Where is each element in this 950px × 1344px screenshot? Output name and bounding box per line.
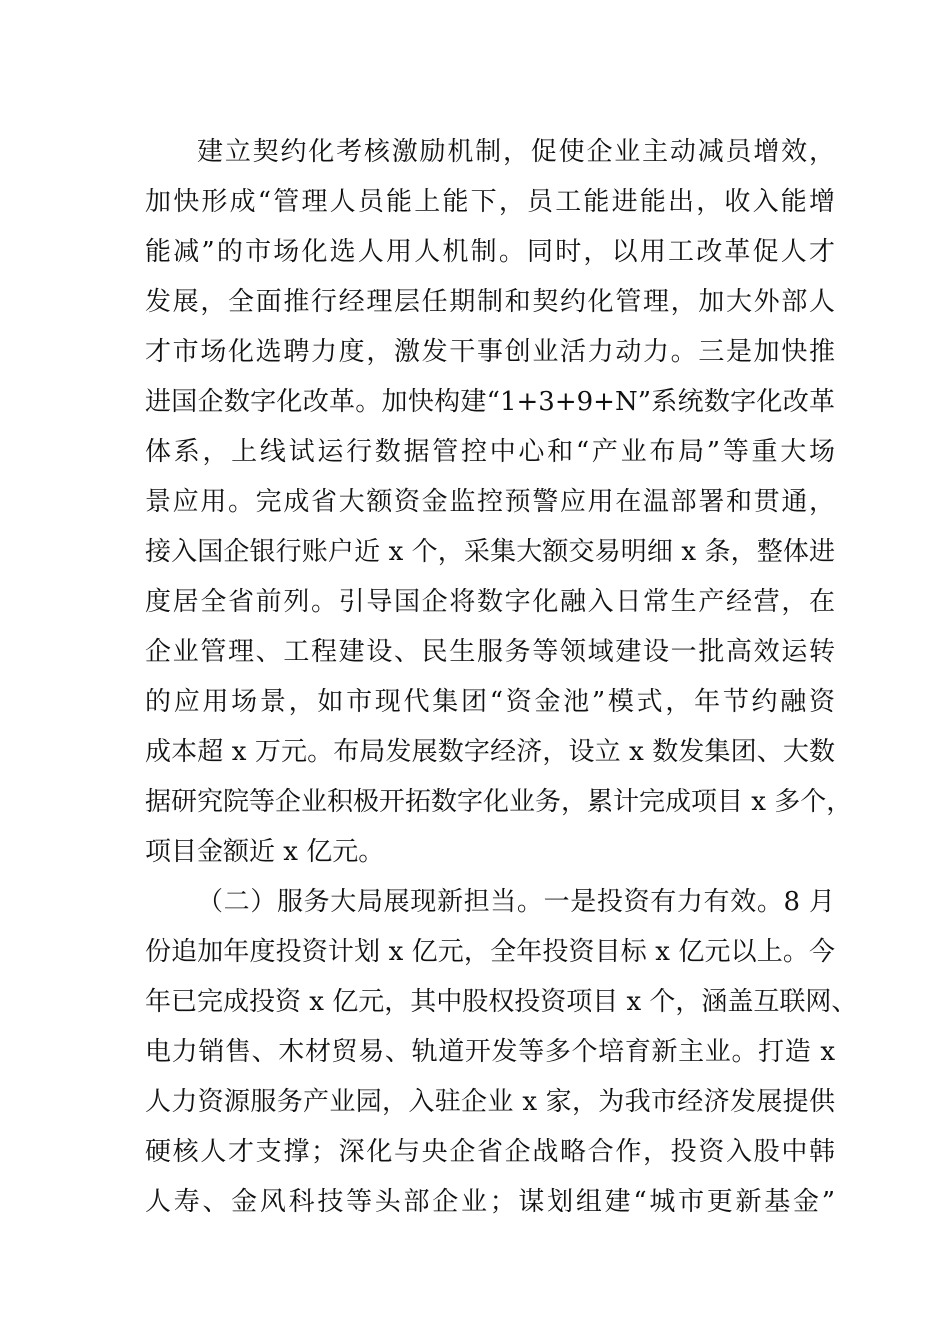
paragraph-1-line-15: 项目金额近 x 亿元。	[145, 837, 385, 867]
paragraph-1-line-4: 发展，全面推行经理层任期制和契约化管理，加大外部人	[145, 287, 835, 317]
paragraph-2-line-1: （二）服务大局展现新担当。一是投资有力有效。8 月	[197, 887, 835, 917]
paragraph-1-line-5: 才市场化选聘力度，激发干事创业活力动力。三是加快推	[145, 337, 835, 367]
paragraph-1-line-6: 进国企数字化改革。加快构建“1+3+9+N”系统数字化改革	[145, 387, 835, 417]
paragraph-2-line-6: 硬核人才支撑；深化与央企省企战略合作，投资入股中韩	[145, 1137, 835, 1167]
paragraph-1-line-2: 加快形成“管理人员能上能下，员工能进能出，收入能增	[145, 187, 835, 217]
paragraph-1-line-9: 接入国企银行账户近 x 个，采集大额交易明细 x 条，整体进	[145, 537, 835, 567]
paragraph-1-line-1: 建立契约化考核激励机制，促使企业主动减员增效，	[197, 137, 835, 167]
paragraph-2-line-7: 人寿、金风科技等头部企业；谋划组建“城市更新基金”	[145, 1187, 835, 1217]
paragraph-2-line-2: 份追加年度投资计划 x 亿元，全年投资目标 x 亿元以上。今	[145, 937, 835, 967]
paragraph-1-line-14: 据研究院等企业积极开拓数字化业务，累计完成项目 x 多个，	[145, 787, 853, 817]
paragraph-2-line-5: 人力资源服务产业园，入驻企业 x 家，为我市经济发展提供	[145, 1087, 835, 1117]
paragraph-1-line-13: 成本超 x 万元。布局发展数字经济，设立 x 数发集团、大数	[145, 737, 835, 767]
paragraph-2-line-4: 电力销售、木材贸易、轨道开发等多个培育新主业。打造 x	[145, 1037, 835, 1067]
paragraph-1-line-8: 景应用。完成省大额资金监控预警应用在温部署和贯通，	[145, 487, 835, 517]
paragraph-1-line-12: 的应用场景，如市现代集团“资金池”模式，年节约融资	[145, 687, 835, 717]
paragraph-1-line-11: 企业管理、工程建设、民生服务等领域建设一批高效运转	[145, 637, 835, 667]
paragraph-1-line-10: 度居全省前列。引导国企将数字化融入日常生产经营，在	[145, 587, 835, 617]
paragraph-1-line-7: 体系，上线试运行数据管控中心和“产业布局”等重大场	[145, 437, 835, 467]
paragraph-1-line-3: 能减”的市场化选人用人机制。同时，以用工改革促人才	[145, 237, 835, 267]
paragraph-2-line-3: 年已完成投资 x 亿元，其中股权投资项目 x 个，涵盖互联网、	[145, 987, 858, 1017]
